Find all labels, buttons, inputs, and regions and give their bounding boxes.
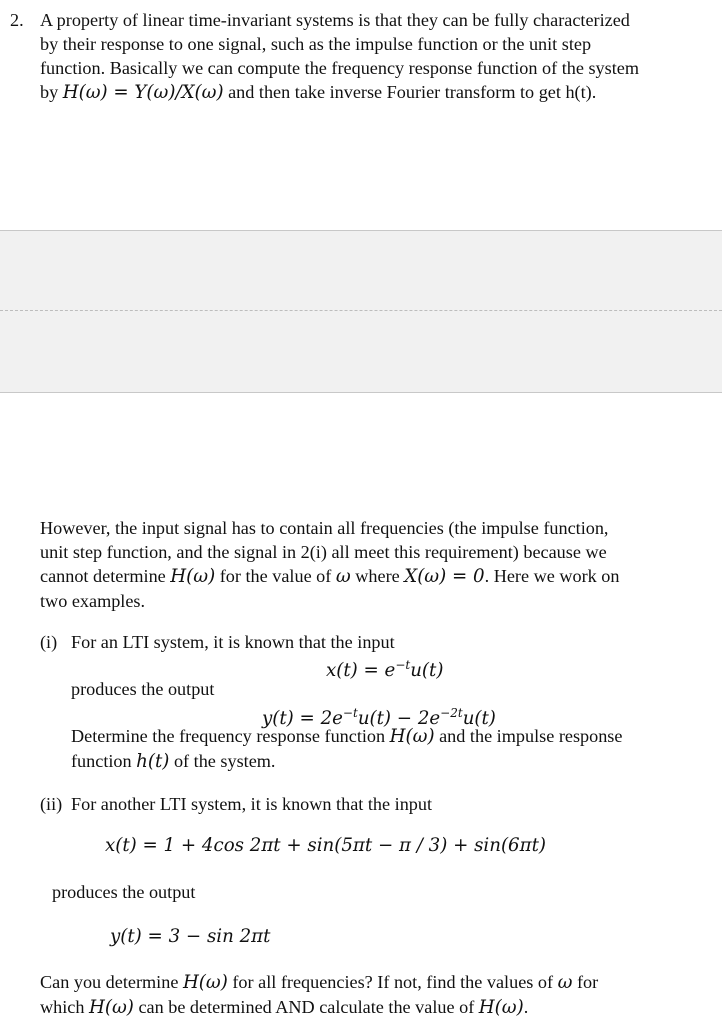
q2-b: H(ω): [89, 997, 134, 1018]
part-ii-line1: For another LTI system, it is known that the input: [71, 794, 433, 814]
part-i-det-a: Determine the frequency response function: [71, 726, 390, 746]
q2-a: which: [40, 997, 89, 1017]
however-3b: H(ω): [170, 566, 216, 587]
intro-line-3: function. Basically we can compute the frequency response function of the system: [40, 58, 639, 78]
part-i-determine: [71, 724, 721, 774]
part-ii-produces: produces the output: [52, 882, 196, 902]
part-i-label: (i): [40, 632, 58, 652]
intro-line-1: A property of linear time-invariant systems is that they can be fully characterized: [40, 10, 630, 30]
intro-line-4-suffix: and then take inverse Fourier transform to get h(t).: [223, 82, 597, 102]
however-3a: cannot determine: [40, 566, 171, 586]
q-e: for: [572, 972, 599, 992]
part-i-line1: For an LTI system, it is known that the input: [71, 632, 395, 652]
however-line-2: unit step function, and the signal in 2(i) all meet this requirement) because we: [40, 542, 607, 562]
part-i-function-line: [71, 749, 721, 774]
however-3e: where: [350, 566, 405, 586]
however-3c: for the value of: [215, 566, 336, 586]
part-i-input-formula: [326, 653, 443, 683]
part-i-input-base: x(t) = e: [326, 660, 396, 682]
q-c: for all frequencies? If not, find the values of: [227, 972, 558, 992]
however-line-1: However, the input signal has to contain all frequencies (the impulse function,: [40, 518, 609, 538]
q2-d: H(ω): [478, 997, 524, 1018]
part-i-determine-line: [71, 724, 721, 749]
q-d: ω: [557, 972, 573, 993]
part-i-output-a: y(t) = 2e: [262, 708, 343, 730]
part-ii-output-formula: y(t) = 3 − sin 2πt: [110, 926, 271, 947]
part-i-input-exp: −t: [395, 658, 411, 672]
gray-band: [0, 231, 722, 392]
transfer-formula: H(ω) = Y(ω)/X(ω): [62, 82, 224, 103]
part-ii-question-line2: [40, 995, 720, 1020]
intro-line-2: by their response to one signal, such as the impulse function or the unit step: [40, 34, 592, 54]
q-b: H(ω): [182, 972, 228, 993]
problem-number: 2.: [10, 10, 24, 30]
however-line-4: two examples.: [40, 591, 146, 611]
part-i-fn-a: function: [71, 751, 137, 771]
q2-c: can be determined AND calculate the value of: [133, 997, 479, 1017]
band-bottom-rule: [0, 392, 722, 393]
part-i-det-c: and the impulse response: [434, 726, 623, 746]
part-i-fn-c: of the system.: [169, 751, 276, 771]
dashed-divider: [0, 310, 722, 311]
part-ii-input-formula: x(t) = 1 + 4cos 2πt + sin(5πt − π / 3) + sin(6πt): [105, 835, 546, 856]
part-i-det-b: H(ω): [389, 726, 435, 747]
part-i-produces: produces the output: [71, 679, 215, 699]
part-ii-question: [40, 970, 720, 1020]
q2-e: .: [523, 997, 529, 1017]
q-a: Can you determine: [40, 972, 183, 992]
part-ii-question-line1: [40, 970, 720, 995]
intro-line-4-prefix: by: [40, 82, 63, 102]
however-3g: . Here we work on: [484, 566, 620, 586]
however-line-3: [40, 564, 720, 589]
part-i-output-c: u(t): [462, 708, 496, 730]
part-i-fn-b: h(t): [136, 751, 170, 772]
however-paragraph: [40, 516, 720, 613]
problem-intro: [40, 8, 720, 105]
part-i-input-tail: u(t): [410, 660, 444, 682]
however-3d: ω: [335, 566, 351, 587]
part-ii-label: (ii): [40, 794, 63, 814]
part-i-output-exp2: −2t: [440, 706, 463, 720]
part-i-output-b: u(t) − 2e: [357, 708, 441, 730]
however-3f: X(ω) = 0: [404, 566, 485, 587]
intro-line-4: [40, 80, 720, 105]
part-i-output-exp1: −t: [342, 706, 358, 720]
